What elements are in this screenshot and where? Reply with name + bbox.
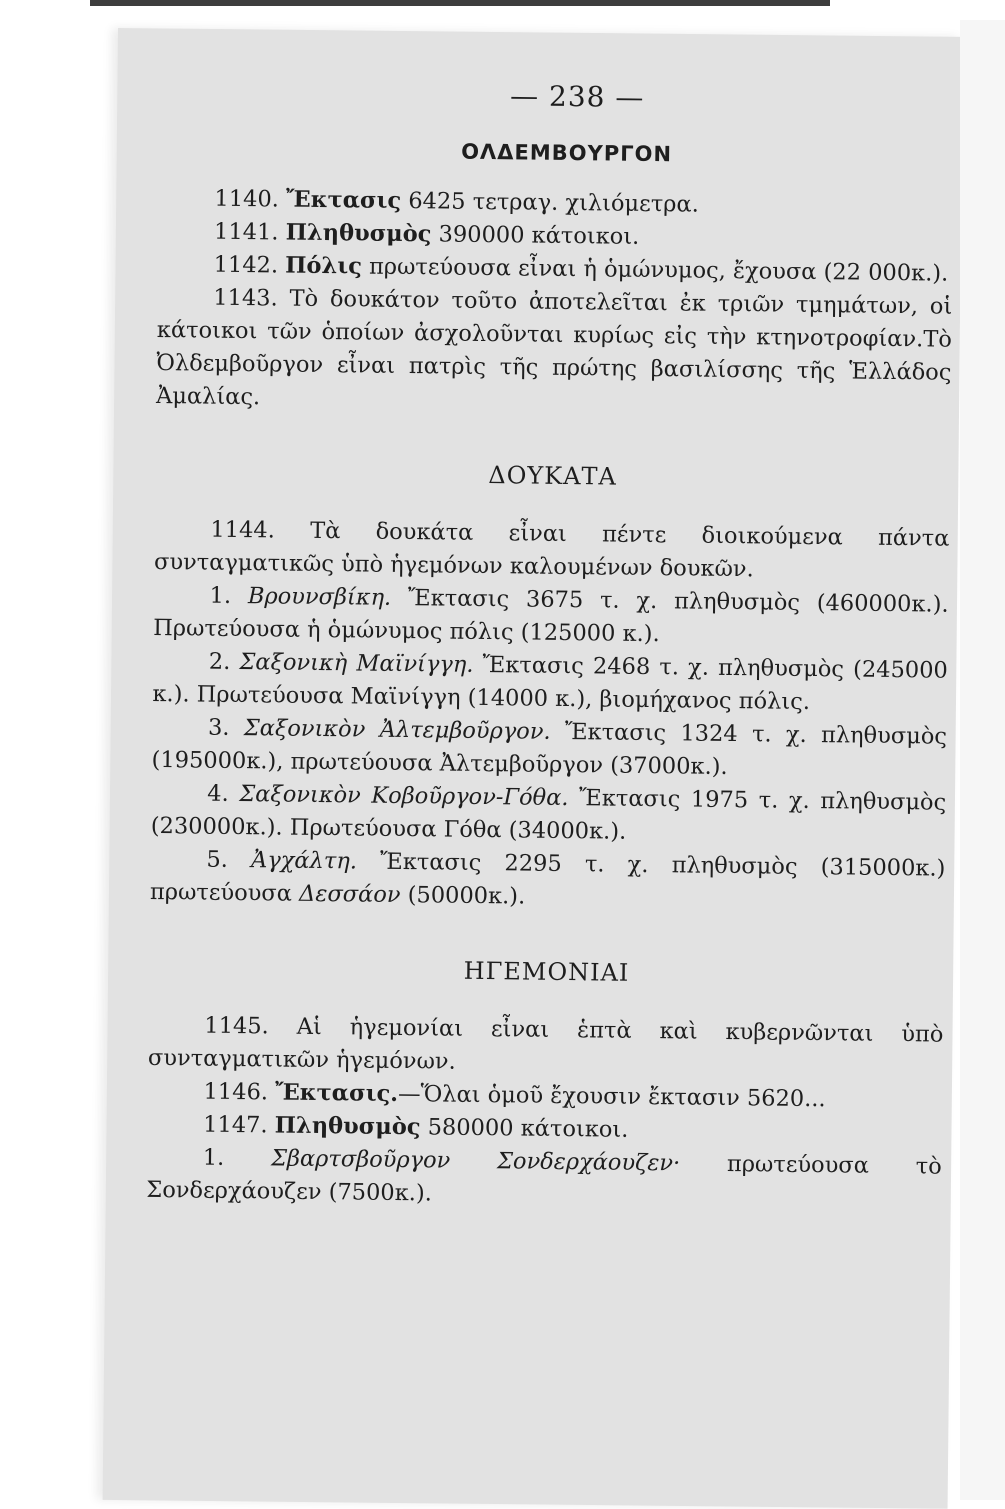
section-title-principalities: ΗΓΕΜΟΝΙΑΙ (463, 956, 630, 987)
paragraph-1144: 1144. Τὰ δουκάτα εἶναι πέντε διοικούμενα πάντα συνταγματικῶς ὑπὸ ἡγεμόνων καλουμένων δουκῶν. (153, 516, 950, 583)
item-number: 2. (208, 648, 240, 676)
duchy-item-4 (151, 777, 947, 853)
duchy-name: Ἀγχάλτη. (250, 847, 358, 875)
paragraph-number: 1142. (213, 251, 286, 279)
scan-right-margin (960, 20, 1005, 1500)
item-number: 5. (206, 846, 252, 874)
item-text: Ἔκτασις 2468 τ. χ. πληθυσμὸς (245000 κ.). Πρωτεύουσα Μαϊνίγγη (14000 κ.), βιομήχανος πόλις. (152, 651, 948, 715)
paragraph-text: —Ὅλαι ὁμοῦ ἔχουσιν ἔκτασιν 5620... (397, 1080, 826, 1113)
duchy-item-1 (153, 579, 949, 655)
bold-term: Ἔκτασις (285, 186, 402, 214)
paragraph-number: 1141. (213, 218, 286, 246)
paragraph-number: 1140. (214, 185, 287, 213)
principality-item-1 (146, 1141, 942, 1217)
scan-top-edge (90, 0, 830, 6)
paragraph-text: πρωτεύουσα εἶναι ἡ ὁμώνυμος, ἔχουσα (22 000κ.). (361, 253, 949, 287)
paragraph-1143: 1143. Τὸ δουκάτον τοῦτο ἀποτελεῖται ἐκ τριῶν τμημάτων, οἱ κάτοικοι τῶν ὁποίων ἀσχολοῦνται κυρίως εἰς τὴν κτηνοτροφίαν.Τὸ Ὀλδεμβοῦργον εἶναι πατρὶς τῆς πρώτης βασιλίσσης τῆς Ἑλλάδος Ἀμαλίας. (155, 284, 953, 411)
paragraph-number: 1146. (203, 1078, 276, 1106)
paragraph-text: 580000 κάτοικοι. (420, 1114, 629, 1143)
item-number: 3. (207, 714, 244, 742)
item-text: Ἔκτασις 2295 τ. χ. πληθυσμὸς (315000κ.) πρωτεύουσα (149, 848, 946, 907)
item-number: 1. (209, 582, 249, 610)
duchy-item-5 (150, 843, 946, 919)
paragraph-text: 6425 τετραγ. χιλιόμετρα. (400, 187, 699, 218)
principality-name: Σβαρτσβοῦργον Σονδερχάουζεν· (270, 1145, 681, 1177)
duchy-name: Σαξονικὴ Μαϊνίγγη. (239, 649, 474, 678)
item-text: Ἔκτασις 1975 τ. χ. πληθυσμὸς (230000κ.). Πρωτεύουσα Γόθα (34000κ.). (150, 785, 947, 845)
item-text-end: (50000κ.). (400, 882, 526, 910)
bold-term: Πληθυσμὸς (274, 1112, 421, 1141)
bold-term: Πόλις (285, 252, 363, 280)
bold-term: Ἔκτασις. (274, 1079, 399, 1107)
paragraph-number: 1147. (203, 1111, 275, 1139)
page-content (146, 75, 955, 1217)
section-title-oldenburg: ΟΛΔΕΜΒΟΥΡΓΟΝ (461, 139, 673, 167)
capital-name: Δεσσάον (298, 880, 401, 908)
item-number: 4. (207, 780, 240, 808)
item-text: Ἔκτασις 1324 τ. χ. πληθυσμὸς (195000κ.), πρωτεύουσα Ἀλτεμβοῦργον (37000κ.). (151, 718, 948, 780)
duchy-item-3 (151, 711, 947, 787)
item-text: πρωτεύουσα τὸ Σονδερχάουζεν (7500κ.). (146, 1150, 942, 1207)
item-number: 1. (202, 1144, 272, 1172)
page-number: — 238 — (509, 79, 645, 114)
duchy-item-2 (152, 645, 948, 721)
duchy-name: Σαξονικὸν Κοβοῦργον-Γόθα. (239, 781, 569, 812)
item-text: Ἔκτασις 3675 τ. χ. πληθυσμὸς (460000κ.). Πρωτεύουσα ἡ ὁμώνυμος πόλις (125000 κ.). (153, 584, 949, 648)
bold-term: Πληθυσμὸς (285, 219, 432, 248)
paragraph-1145: 1145. Αἱ ἡγεμονίαι εἶναι ἑπτὰ καὶ κυβερνῶνται ὑπὸ συνταγματικῶν ἡγεμόνων. (147, 1012, 944, 1075)
paragraph-text: 390000 κάτοικοι. (431, 221, 640, 250)
duchy-name: Βρουνσβίκη. (247, 583, 392, 611)
duchy-name: Σαξονικὸν Ἀλτεμβοῦργον. (243, 715, 551, 745)
section-title-duchies: ΔΟΥΚΑΤΑ (488, 461, 618, 491)
